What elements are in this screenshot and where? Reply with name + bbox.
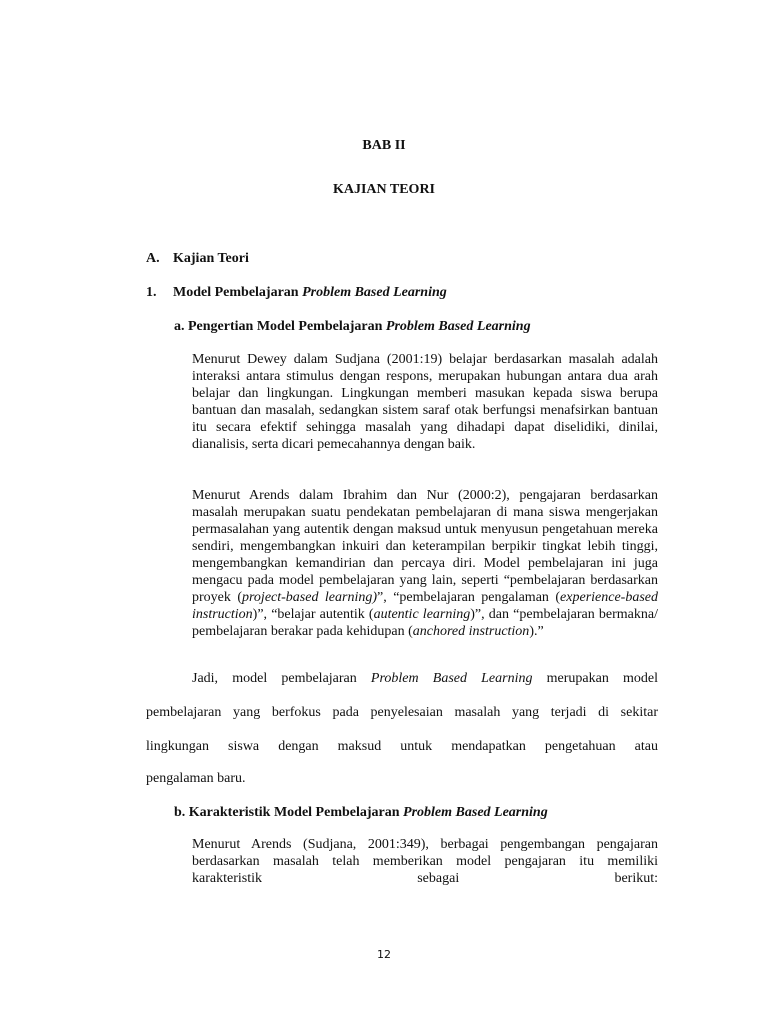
subsection-a-label: a.	[174, 319, 185, 334]
arends-italic-1: project-based learning)	[242, 590, 378, 605]
summary-line-1-italic: Problem Based Learning	[370, 671, 533, 686]
chapter-title: KAJIAN TEORI	[332, 182, 436, 197]
section-a-heading	[146, 251, 249, 267]
page-number: 12	[377, 948, 391, 961]
subsection-b-label: b.	[174, 805, 186, 820]
summary-line-4: pengalaman baru.	[146, 771, 246, 786]
section-1-title-plain: Model Pembelajaran	[173, 285, 303, 300]
section-a-title: Kajian Teori	[173, 251, 249, 266]
arends2-line-2: berdasarkan masalah telah memberikan model pengajaran itu memiliki	[192, 854, 658, 869]
arends2-line-3: karakteristik sebagai berikut:	[192, 871, 658, 886]
arends-text-5: ).”	[529, 624, 544, 639]
arends-italic-4: anchored instruction	[412, 624, 530, 639]
subsection-a-title-plain: Pengertian Model Pembelajaran	[188, 319, 386, 334]
summary-line-1-b: merupakan model	[532, 671, 659, 686]
arends-text-3: )”, “belajar autentik (	[252, 607, 374, 622]
section-a-number: A.	[146, 251, 160, 266]
chapter-label: BAB II	[362, 138, 406, 153]
section-1-number: 1.	[146, 285, 157, 300]
summary-line-1	[192, 671, 658, 687]
subsection-b-title-plain: Karakteristik Model Pembelajaran	[188, 805, 404, 820]
section-1-heading	[146, 285, 447, 301]
arends-text-4: )”, dan “pembelajaran bermakna/ pembelajaran berakar pada kehidupan (	[192, 607, 659, 639]
subsection-a-heading	[174, 319, 531, 335]
paragraph-dewey: Menurut Dewey dalam Sudjana (2001:19) belajar berdasarkan masalah adalah interaksi antara stimulus dengan respons, merupakan hubungan antara dua arah belajar dan lingkungan. Lingkungan memberi masukan kepada siswa berupa bantuan dan masalah, sedangkan sistem saraf otak berfungsi menafsirkan bantuan itu secara efektif sehingga masalah yang dihadapi dapat diselidiki, dinilai, dianalisis, serta dicari pemecahannya dengan baik.	[192, 352, 658, 452]
summary-line-1-a: Jadi, model pembelajaran	[192, 671, 371, 686]
subsection-b-title-italic: Problem Based Learning	[403, 805, 548, 820]
subsection-b-heading	[174, 805, 548, 821]
summary-line-2: pembelajaran yang berfokus pada penyelesaian masalah yang terjadi di sekitar	[146, 705, 658, 720]
paragraph-arends	[192, 487, 658, 640]
summary-line-3: lingkungan siswa dengan maksud untuk mendapatkan pengetahuan atau	[146, 739, 658, 754]
subsection-a-title-italic: Problem Based Learning	[385, 319, 531, 334]
arends-italic-2: experience-based instruction	[192, 590, 658, 622]
arends-italic-3: autentic learning	[373, 607, 471, 622]
section-1-title-italic: Problem Based Learning	[302, 285, 447, 300]
arends-text-2: ”, “pembelajaran pengalaman (	[377, 590, 561, 605]
arends-text-1: Menurut Arends dalam Ibrahim dan Nur (2000:2), pengajaran berdasarkan masalah merupakan suatu pendekatan pembelajaran di mana siswa mengerjakan permasalahan yang autentik dengan maksud untuk menyusun pengetahuan mereka sendiri, mengembangkan inkuiri dan keterampilan berpikir tingkat lebih tinggi, mengembangkan kemandirian dan percaya diri. Model pembelajaran ini juga mengacu pada model pembelajaran yang lain, seperti “pembelajaran berdasarkan proyek (	[192, 488, 658, 605]
arends2-line-1: Menurut Arends (Sudjana, 2001:349), berbagai pengembangan pengajaran	[192, 837, 658, 852]
